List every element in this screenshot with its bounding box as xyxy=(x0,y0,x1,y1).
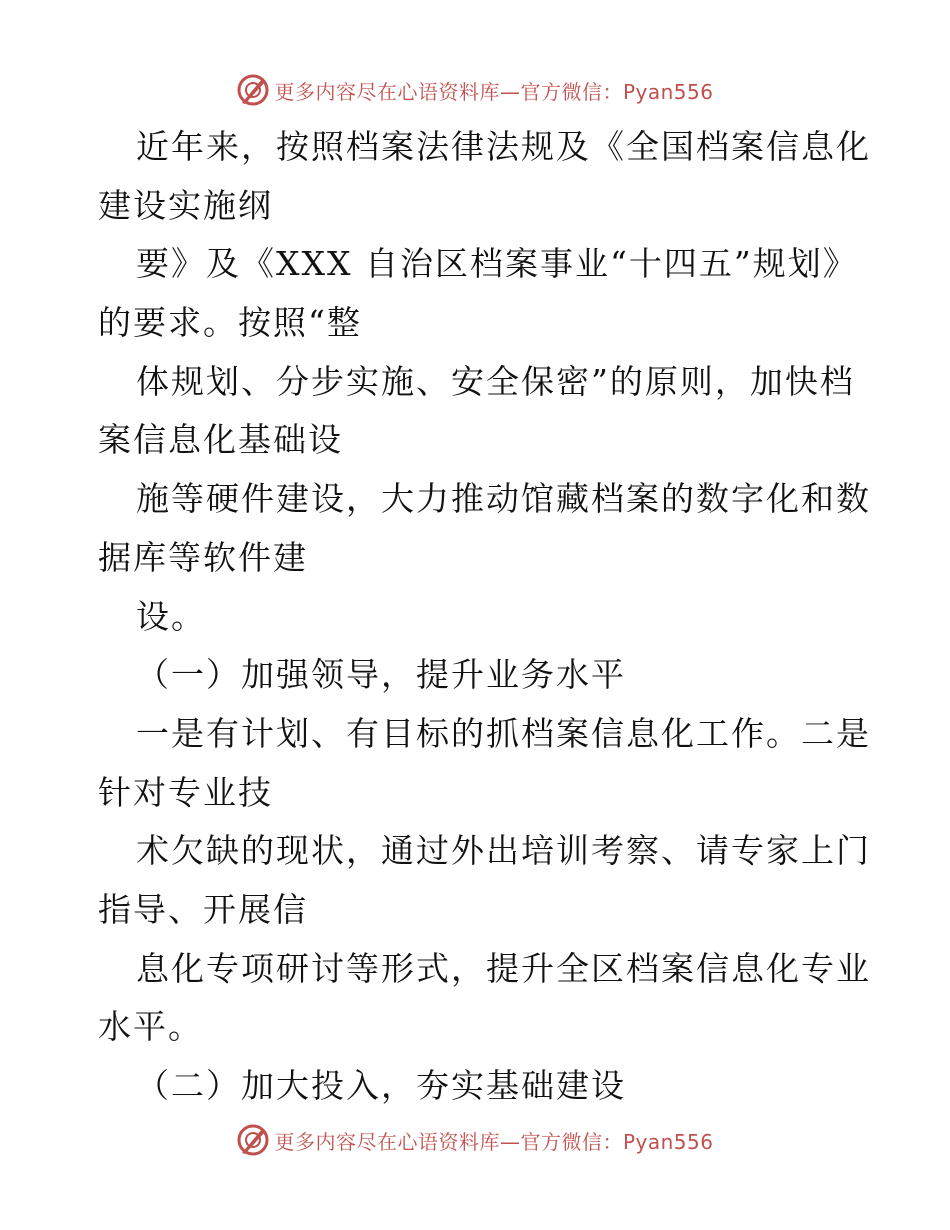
document-body xyxy=(98,118,871,1116)
header-banner-text: 更多内容尽在心语资料库—官方微信：Pyan556 xyxy=(274,79,714,104)
text-line: 近年来，按照档案法律法规及《全国档案信息化 xyxy=(136,127,871,166)
footer-banner xyxy=(0,1120,950,1160)
footer-banner-text: 更多内容尽在心语资料库—官方微信：Pyan556 xyxy=(274,1129,714,1154)
text-line: 体规划、分步实施、安全保密”的原则，加快档 xyxy=(136,361,855,401)
text-line: 施等硬件建设，大力推动馆藏档案的数字化和数 xyxy=(136,479,871,519)
text-line: 要》及《XXX 自治区档案事业“十四五”规划》 xyxy=(136,244,858,284)
text-line: 息化专项研讨等形式，提升全区档案信息化专业 xyxy=(136,948,871,988)
text-line: 一是有计划、有目标的抓档案信息化工作。二是 xyxy=(136,713,871,753)
text-line: （二）加大投入，夯实基础建设 xyxy=(136,1066,626,1105)
text-line: 针对专业技 xyxy=(98,772,273,812)
header-banner xyxy=(0,70,950,110)
text-line: 建设实施纲 xyxy=(98,185,273,225)
text-line: 设。 xyxy=(136,596,206,636)
quill-seal-icon xyxy=(236,1123,270,1157)
text-line: 的要求。按照“整 xyxy=(98,303,362,343)
text-line: 案信息化基础设 xyxy=(98,420,343,460)
text-line: 指导、开展信 xyxy=(98,889,308,929)
text-line: 水平。 xyxy=(98,1007,203,1047)
text-line: 术欠缺的现状，通过外出培训考察、请专家上门 xyxy=(136,831,871,871)
quill-seal-icon xyxy=(236,73,270,107)
text-line: 据库等软件建 xyxy=(98,537,308,577)
text-line: （一）加强领导，提升业务水平 xyxy=(136,655,626,695)
